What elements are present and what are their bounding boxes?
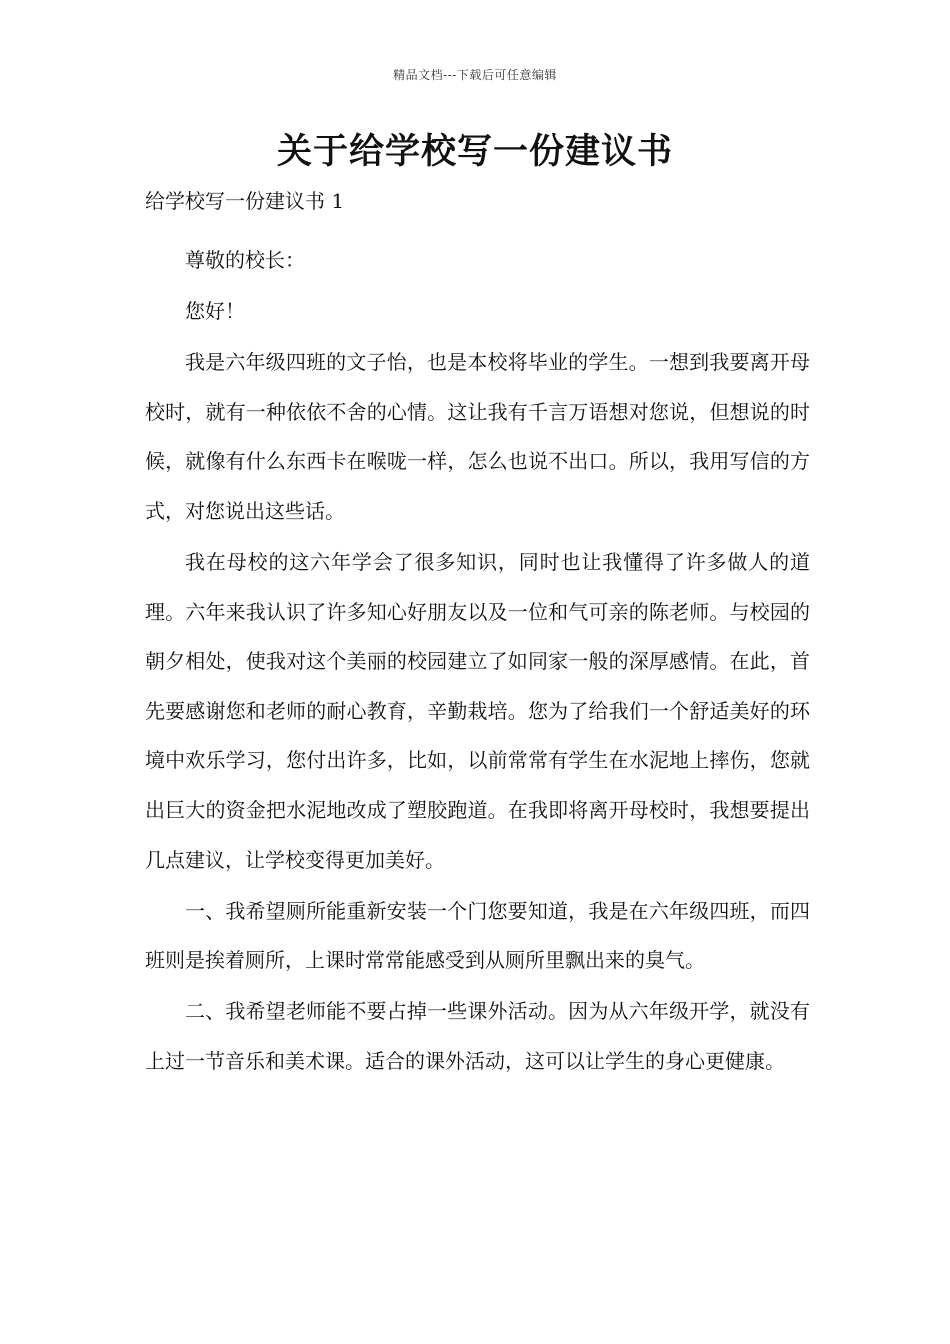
paragraph-suggestion-1: 一、我希望厕所能重新安装一个门您要知道，我是在六年级四班，而四班则是挨着厕所，上课时常常能感受到从厕所里飘出来的臭气。 xyxy=(145,898,810,973)
greeting: 您好！ xyxy=(185,299,245,324)
paragraph-gratitude: 我在母校的这六年学会了很多知识，同时也让我懂得了许多做人的道理。六年来我认识了许多知心好朋友以及一位和气可亲的陈老师。与校园的朝夕相处，使我对这个美丽的校园建立了如同家一般的深厚感情。在此，首先要感谢您和老师的耐心教育，辛勤栽培。您为了给我们一个舒适美好的环境中欢乐学习，您付出许多，比如，以前常常有学生在水泥地上摔伤，您就出巨大的资金把水泥地改成了塑胶跑道。在我即将离开母校时，我想要提出几点建议，让学校变得更加美好。 xyxy=(145,550,810,872)
salutation: 尊敬的校长： xyxy=(185,248,305,272)
letter-body xyxy=(145,236,810,1088)
document-subtitle: 给学校写一份建议书 1 xyxy=(145,189,345,213)
header-note: 精品文档---下载后可任意编辑 xyxy=(393,68,557,82)
paragraph-intro: 我是六年级四班的文子怡，也是本校将毕业的学生。一想到我要离开母校时，就有一种依依不舍的心情。这让我有千言万语想对您说，但想说的时候，就像有什么东西卡在喉咙一样，怎么也说不出口。所以，我用写信的方式，对您说出这些话。 xyxy=(145,350,810,523)
document-title: 关于给学校写一份建议书 xyxy=(276,131,673,172)
paragraph-suggestion-2: 二、我希望老师能不要占掉一些课外活动。因为从六年级开学，就没有上过一节音乐和美术课。适合的课外活动，这可以让学生的身心更健康。 xyxy=(145,999,810,1073)
